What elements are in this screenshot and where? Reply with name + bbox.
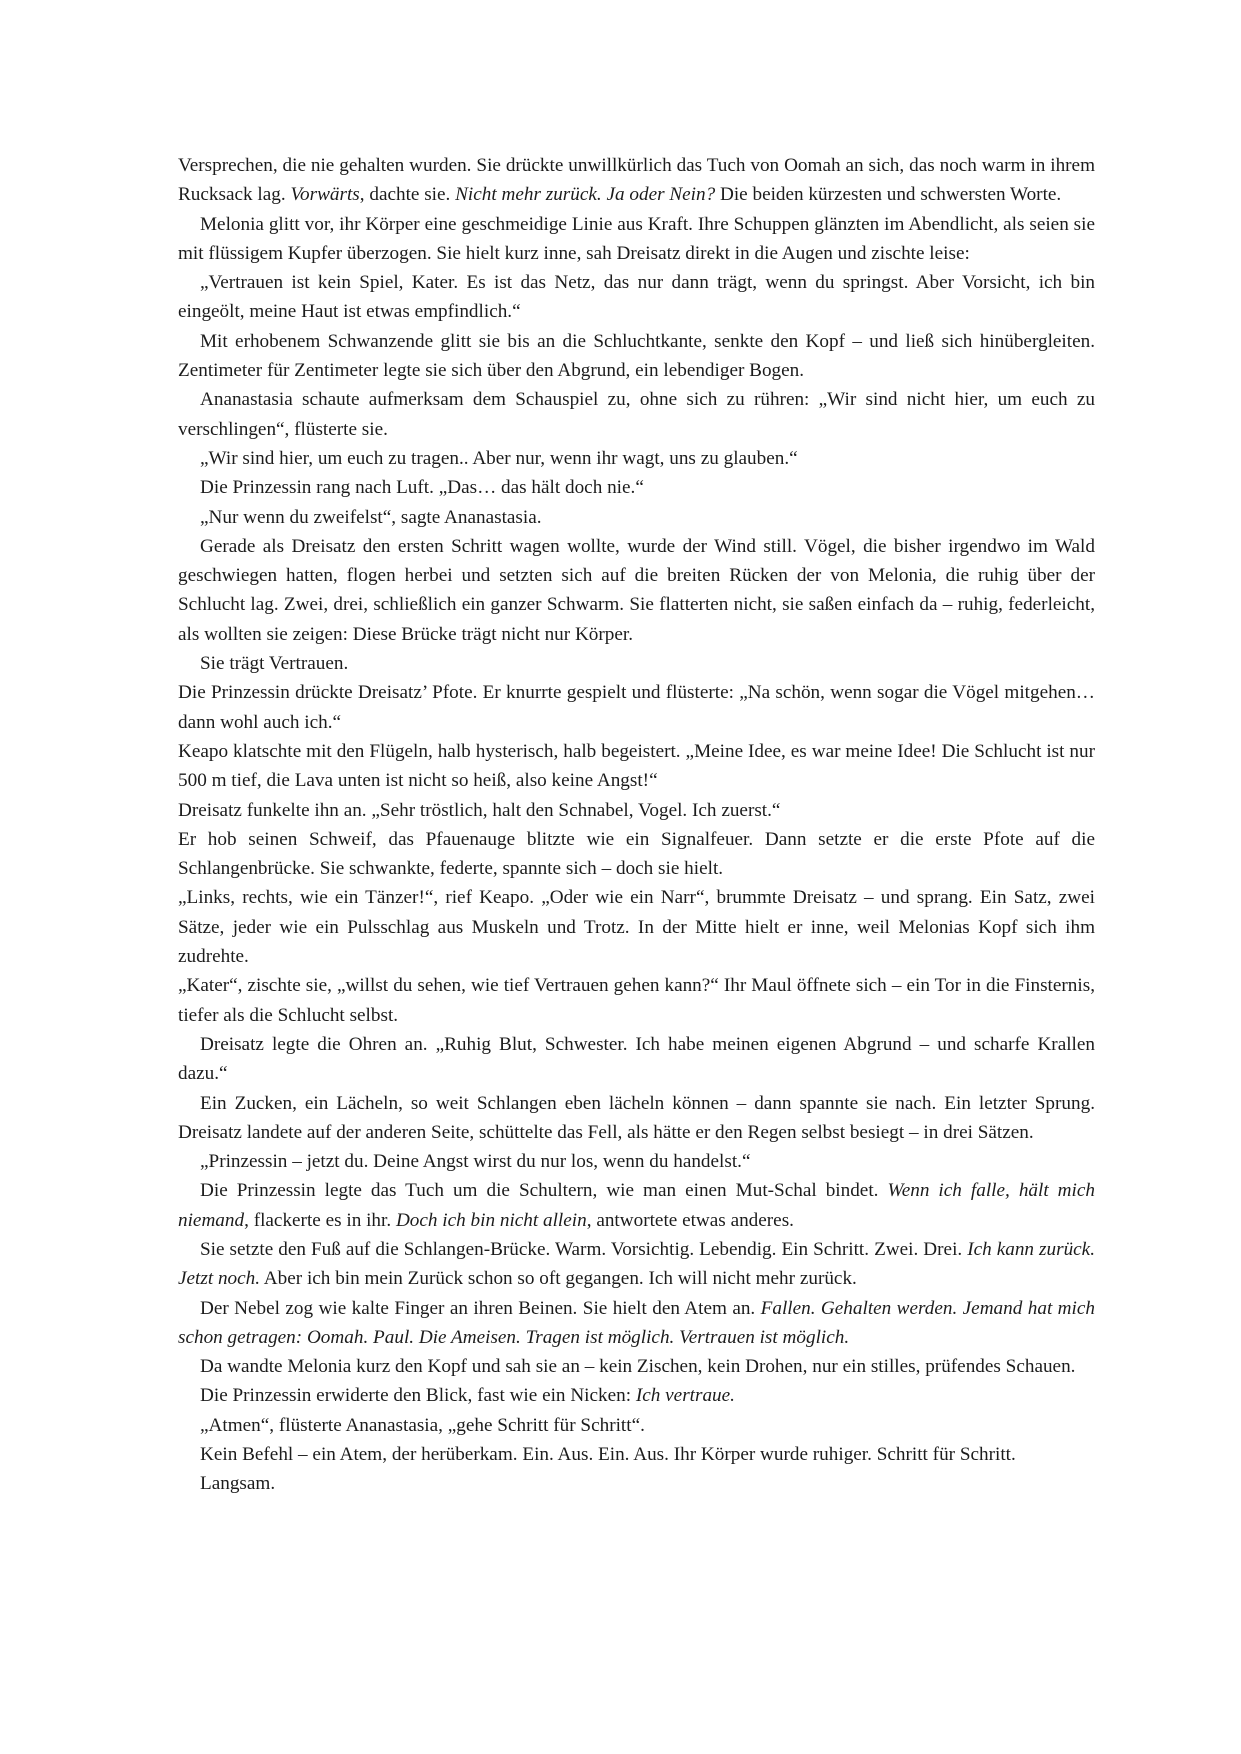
paragraph <box>178 1411 1095 1440</box>
text-run: Der Nebel zog wie kalte Finger an ihren Beinen. Sie hielt den Atem an. <box>200 1297 761 1319</box>
text-run: Sie setzte den Fuß auf die Schlangen-Brücke. Warm. Vorsichtig. Lebendig. Ein Schritt. Zwei. Drei. <box>200 1238 968 1260</box>
paragraph <box>178 532 1095 649</box>
text-run: Dreisatz legte die Ohren an. „Ruhig Blut, Schwester. Ich habe meinen eigenen Abgrund – und scharfe Krallen dazu.“ <box>178 1033 1095 1085</box>
text-run: „Wir sind hier, um euch zu tragen.. Aber nur, wenn ihr wagt, uns zu glauben.“ <box>200 447 798 469</box>
paragraph <box>178 1440 1095 1469</box>
text-run: Da wandte Melonia kurz den Kopf und sah sie an – kein Zischen, kein Drohen, nur ein stilles, prüfendes Schauen. <box>200 1356 1076 1378</box>
paragraph <box>178 1469 1095 1498</box>
text-run: Die Prinzessin legte das Tuch um die Schultern, wie man einen Mut-Schal bindet. <box>200 1180 888 1202</box>
text-run: „Links, rechts, wie ein Tänzer!“, rief Keapo. „Oder wie ein Narr“, brummte Dreisatz – und sprang. Ein Satz, zwei Sätze, jeder wie ein Pulsschlag aus Muskeln und Trotz. In der Mitte hielt er inne, weil Melonias Kopf sich ihm zudrehte. <box>178 887 1095 968</box>
text-run: Die beiden kürzesten und schwersten Worte. <box>715 184 1062 206</box>
italic-text: Nicht mehr zurück. Ja oder Nein? <box>455 184 716 206</box>
text-run: Mit erhobenem Schwanzende glitt sie bis an die Schluchtkante, senkte den Kopf – und ließ sich hinübergleiten. Zentimeter für Zentimeter legte sie sich über den Abgrund, ein lebendiger Bogen. <box>178 330 1095 382</box>
italic-text: Fallen. Gehalten werden. Jemand hat mich schon getragen: Oomah. Paul. Die Ameisen. Tragen ist möglich. Vertrauen ist möglich. <box>178 1297 1095 1348</box>
paragraph <box>178 151 1095 210</box>
text-run: Die Prinzessin erwiderte den Blick, fast wie ein Nicken: <box>200 1385 636 1407</box>
text-run: Die Prinzessin drückte Dreisatz’ Pfote. Er knurrte gespielt und flüsterte: „Na schön, wenn sogar die Vögel mitgehen… dann wohl auch ich.“ <box>178 682 1095 733</box>
text-run: Er hob seinen Schweif, das Pfauenauge blitzte wie ein Signalfeuer. Dann setzte er die erste Pfote auf die Schlangenbrücke. Sie schwankte, federte, spannte sich – doch sie hielt. <box>178 828 1095 880</box>
paragraph <box>178 210 1095 269</box>
paragraph <box>178 503 1095 532</box>
italic-text: Vorwärts <box>290 184 360 206</box>
paragraph <box>178 444 1095 473</box>
text-run: Gerade als Dreisatz den ersten Schritt wagen wollte, wurde der Wind still. Vögel, die bisher irgendwo im Wald geschwiegen hatten, flogen herbei und setzten sich auf die breiten Rücken der von Melonia, die ruhig über der Schlucht lag. Zwei, drei, schließlich ein ganzer Schwarm. Sie flatterten nicht, sie saßen einfach da – ruhig, federleicht, als wollten sie zeigen: Diese Brücke trägt nicht nur Körper. <box>178 535 1095 645</box>
paragraph <box>178 796 1095 825</box>
text-run: Keapo klatschte mit den Flügeln, halb hysterisch, halb begeistert. „Meine Idee, es war meine Idee! Die Schlucht ist nur 500 m tief, die Lava unten ist nicht so heiß, also keine Angst!“ <box>178 740 1095 792</box>
text-run: Kein Befehl – ein Atem, der herüberkam. Ein. Aus. Ein. Aus. Ihr Körper wurde ruhiger. Schritt für Schritt. <box>200 1444 1016 1466</box>
paragraph <box>178 678 1095 737</box>
paragraph <box>178 1089 1095 1148</box>
paragraph <box>178 825 1095 884</box>
text-run: „Nur wenn du zweifelst“, sagte Ananastasia. <box>200 506 542 528</box>
paragraph <box>178 1147 1095 1176</box>
text-run: , antwortete etwas anderes. <box>586 1209 794 1231</box>
text-run: Sie trägt Vertrauen. <box>200 653 349 675</box>
text-run: „Prinzessin – jetzt du. Deine Angst wirst du nur los, wenn du handelst.“ <box>200 1151 751 1173</box>
text-run: Versprechen, die nie gehalten wurden. Sie drückte unwillkürlich das Tuch von Oomah an sich, das noch warm in ihrem Rucksack lag. <box>178 155 1095 206</box>
italic-text: Doch ich bin nicht allein <box>395 1209 587 1231</box>
paragraph <box>178 737 1095 796</box>
paragraph <box>178 1294 1095 1353</box>
text-run: Ein Zucken, ein Lächeln, so weit Schlangen eben lächeln können – dann spannte sie nach. Ein letzter Sprung. Dreisatz landete auf der anderen Seite, schüttelte das Fell, als hätte er den Regen selbst besiegt – in drei Sätzen. <box>178 1092 1095 1143</box>
text-run: Langsam. <box>200 1473 276 1495</box>
text-run: Melonia glitt vor, ihr Körper eine geschmeidige Linie aus Kraft. Ihre Schuppen glänzten im Abendlicht, als seien sie mit flüssigem Kupfer überzogen. Sie hielt kurz inne, sah Dreisatz direkt in die Augen und zischte leise: <box>178 213 1095 264</box>
text-run: Dreisatz funkelte ihn an. „Sehr tröstlich, halt den Schnabel, Vogel. Ich zuerst.“ <box>178 799 781 821</box>
paragraph <box>178 971 1095 1030</box>
paragraph <box>178 268 1095 327</box>
text-run: Aber ich bin mein Zurück schon so oft gegangen. Ich will nicht mehr zurück. <box>260 1268 857 1290</box>
text-run: „Atmen“, flüsterte Ananastasia, „gehe Schritt für Schritt“. <box>200 1414 645 1436</box>
paragraph <box>178 385 1095 444</box>
text-run: „Kater“, zischte sie, „willst du sehen, wie tief Vertrauen gehen kann?“ Ihr Maul öffnete sich – ein Tor in die Finsternis, tiefer als die Schlucht selbst. <box>178 975 1095 1026</box>
text-run: „Vertrauen ist kein Spiel, Kater. Es ist das Netz, das nur dann trägt, wenn du springst. Aber Vorsicht, ich bin eingeölt, meine Haut ist etwas empfindlich.“ <box>178 272 1095 323</box>
italic-text: Ich kann zurück. Jetzt noch. <box>178 1238 1095 1290</box>
paragraph <box>178 1030 1095 1089</box>
paragraph <box>178 327 1095 386</box>
text-run: , flackerte es in ihr. <box>244 1209 396 1231</box>
paragraph <box>178 649 1095 678</box>
paragraph <box>178 1235 1095 1294</box>
italic-text: Ich vertraue. <box>635 1385 735 1407</box>
paragraph <box>178 1352 1095 1381</box>
paragraph <box>178 473 1095 502</box>
text-run: Die Prinzessin rang nach Luft. „Das… das hält doch nie.“ <box>200 477 644 499</box>
italic-text: Wenn ich falle, hält mich niemand <box>178 1180 1095 1231</box>
paragraph <box>178 1381 1095 1410</box>
document-body <box>178 151 1095 1499</box>
paragraph <box>178 1176 1095 1235</box>
text-run: , dachte sie. <box>359 184 456 206</box>
text-run: Ananastasia schaute aufmerksam dem Schauspiel zu, ohne sich zu rühren: „Wir sind nicht hier, um euch zu verschlingen“, flüsterte sie. <box>178 389 1095 440</box>
paragraph <box>178 883 1095 971</box>
